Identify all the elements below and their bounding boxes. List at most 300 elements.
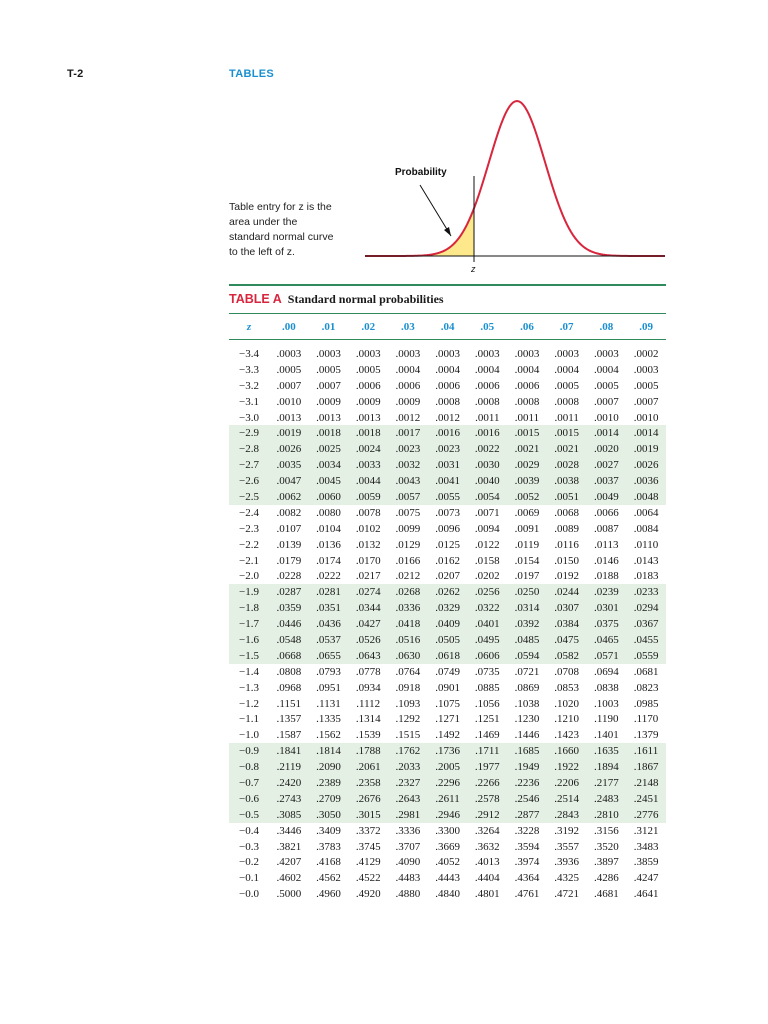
z-value-cell: −2.4 [239, 506, 259, 519]
probability-cell: .0262 [428, 584, 468, 600]
probability-cell: .4801 [474, 888, 500, 901]
probability-cell: .4364 [514, 872, 540, 885]
probability-cell: .0047 [269, 473, 309, 489]
probability-cell: .0212 [395, 570, 421, 583]
probability-cell: .2676 [348, 791, 388, 807]
table-row [229, 457, 666, 473]
probability-cell: .0019 [626, 441, 666, 457]
probability-cell: .0256 [467, 584, 507, 600]
caption-line: area under the [229, 216, 298, 228]
probability-cell: .5000 [276, 888, 302, 901]
probability-cell: .1788 [348, 743, 388, 759]
probability-cell: .4129 [355, 856, 381, 869]
probability-cell: .2483 [587, 791, 627, 807]
probability-cell: .3228 [514, 824, 540, 837]
probability-cell: .0019 [269, 425, 309, 441]
probability-cell: .2451 [626, 791, 666, 807]
probability-cell: .3669 [435, 840, 460, 853]
z-value-cell: −0.9 [229, 743, 269, 759]
probability-cell: .0003 [474, 347, 500, 360]
probability-cell: .0005 [593, 379, 619, 392]
probability-cell: .0008 [474, 395, 500, 408]
probability-cell: .1635 [587, 743, 627, 759]
z-value-cell: −2.5 [229, 489, 269, 505]
probability-cell: .3821 [276, 840, 302, 853]
figure-caption [229, 200, 359, 260]
probability-cell: .4920 [355, 888, 381, 901]
table-row [229, 711, 666, 727]
probability-cell: .0764 [395, 665, 421, 678]
table-row [229, 664, 666, 680]
table-row [229, 553, 666, 569]
probability-cell: .2236 [507, 775, 547, 791]
z-value-cell: −3.2 [239, 379, 259, 392]
probability-cell: .0951 [316, 681, 341, 694]
probability-cell: .0838 [593, 681, 619, 694]
probability-cell: .0344 [348, 600, 388, 616]
probability-cell: .4247 [633, 872, 659, 885]
probability-cell: .0170 [355, 554, 381, 567]
probability-cell: .0003 [395, 347, 421, 360]
probability-cell: .0003 [276, 347, 302, 360]
probability-cell: .1587 [276, 729, 302, 742]
z-value-cell: −0.0 [239, 888, 259, 901]
probability-cell: .0139 [276, 538, 302, 551]
probability-cell: .0005 [276, 363, 302, 376]
probability-cell: .1611 [626, 743, 666, 759]
probability-cell: .0041 [428, 473, 468, 489]
probability-cell: .3409 [316, 824, 341, 837]
table-row [229, 807, 666, 823]
table-title [229, 290, 444, 308]
probability-cell: .0618 [428, 648, 468, 664]
probability-cell: .1271 [435, 713, 460, 726]
probability-cell: .3483 [633, 840, 659, 853]
probability-cell: .0071 [474, 506, 500, 519]
z-label: z [471, 264, 476, 272]
probability-cell: .2061 [348, 759, 388, 775]
z-value-cell: −2.8 [229, 441, 269, 457]
probability-cell: .4681 [593, 888, 619, 901]
z-value-cell: −1.8 [229, 600, 269, 616]
probability-cell: .0166 [395, 554, 421, 567]
probability-cell: .0031 [428, 457, 468, 473]
probability-cell: .1492 [435, 729, 460, 742]
table-row [229, 489, 666, 505]
probability-cell: .0033 [348, 457, 388, 473]
probability-cell: .0793 [316, 665, 341, 678]
table-row [229, 568, 666, 584]
probability-cell: .4052 [435, 856, 460, 869]
probability-cell: .0009 [316, 395, 341, 408]
probability-cell: .0004 [435, 363, 460, 376]
z-value-cell: −1.0 [239, 729, 259, 742]
probability-cell: .0268 [388, 584, 428, 600]
z-value-cell: −2.1 [239, 554, 259, 567]
probability-cell: .0571 [587, 648, 627, 664]
probability-cell: .0013 [276, 411, 302, 424]
probability-cell: .0968 [276, 681, 302, 694]
probability-cell: .0885 [474, 681, 500, 694]
probability-cell: .1112 [356, 697, 381, 710]
probability-cell: .0274 [348, 584, 388, 600]
probability-cell: .0287 [269, 584, 309, 600]
probability-cell: .4325 [554, 872, 580, 885]
z-value-cell: −0.4 [239, 824, 259, 837]
z-value-cell: −2.6 [229, 473, 269, 489]
probability-cell: .0003 [355, 347, 381, 360]
probability-cell: .1131 [316, 697, 341, 710]
probability-cell: .0174 [316, 554, 341, 567]
probability-cell: .0150 [554, 554, 580, 567]
probability-cell: .0869 [514, 681, 540, 694]
probability-cell: .0018 [309, 425, 349, 441]
probability-cell: .0029 [507, 457, 547, 473]
table-row [229, 441, 666, 457]
probability-cell: .2643 [388, 791, 428, 807]
probability-cell: .2912 [467, 807, 507, 823]
z-value-cell: −3.0 [239, 411, 259, 424]
probability-cell: .0084 [633, 522, 659, 535]
probability-cell: .0007 [316, 379, 341, 392]
probability-cell: .0228 [276, 570, 302, 583]
probability-cell: .3859 [633, 856, 659, 869]
table-name: Standard normal probabilities [287, 292, 444, 306]
probability-cell: .2358 [348, 775, 388, 791]
probability-cell: .2709 [309, 791, 349, 807]
probability-cell: .0401 [467, 616, 507, 632]
probability-cell: .0091 [514, 522, 540, 535]
probability-cell: .3974 [514, 856, 540, 869]
probability-cell: .3745 [355, 840, 381, 853]
probability-cell: .0735 [474, 665, 500, 678]
probability-cell: .0006 [435, 379, 460, 392]
probability-cell: .0116 [554, 538, 579, 551]
probability-cell: .4562 [316, 872, 341, 885]
probability-cell: .0005 [355, 363, 381, 376]
probability-cell: .0630 [388, 648, 428, 664]
probability-cell: .1660 [547, 743, 587, 759]
probability-cell: .0006 [355, 379, 381, 392]
probability-cell: .1251 [474, 713, 500, 726]
probability-cell: .2296 [428, 775, 468, 791]
probability-cell: .0018 [348, 425, 388, 441]
table-row [229, 394, 666, 410]
table-row [229, 537, 666, 553]
probability-cell: .0003 [514, 347, 540, 360]
probability-cell: .0446 [269, 616, 309, 632]
probability-cell: .0455 [626, 632, 666, 648]
z-value-cell: −1.2 [239, 697, 259, 710]
probability-cell: .0094 [474, 522, 500, 535]
probability-cell: .3121 [633, 824, 659, 837]
probability-cell: .2327 [388, 775, 428, 791]
probability-cell: .0009 [355, 395, 381, 408]
probability-cell: .0003 [316, 347, 341, 360]
probability-cell: .1469 [474, 729, 500, 742]
probability-cell: .0073 [435, 506, 460, 519]
page-number: T-2 [67, 68, 84, 80]
probability-cell: .0823 [633, 681, 659, 694]
z-value-cell: −2.3 [239, 522, 259, 535]
probability-cell: .0409 [428, 616, 468, 632]
probability-cell: .4761 [514, 888, 540, 901]
probability-cell: .0010 [593, 411, 619, 424]
probability-cell: .0040 [467, 473, 507, 489]
probability-cell: .0003 [554, 347, 580, 360]
probability-cell: .0096 [435, 522, 460, 535]
z-table [229, 313, 666, 902]
probability-cell: .0008 [514, 395, 540, 408]
probability-cell: .0013 [355, 411, 381, 424]
table-row [229, 775, 666, 791]
probability-cell: .0132 [355, 538, 381, 551]
probability-cell: .0021 [547, 441, 587, 457]
probability-cell: .0375 [587, 616, 627, 632]
column-header: .03 [388, 314, 428, 340]
probability-cell: .0202 [474, 570, 500, 583]
probability-cell: .2033 [388, 759, 428, 775]
probability-cell: .0681 [633, 665, 659, 678]
probability-cell: .1190 [594, 713, 619, 726]
probability-cell: .0004 [395, 363, 421, 376]
probability-cell: .0643 [348, 648, 388, 664]
probability-cell: .0351 [309, 600, 349, 616]
probability-cell: .0003 [593, 347, 619, 360]
probability-cell: .0119 [514, 538, 540, 551]
table-row [229, 648, 666, 664]
probability-cell: .0005 [633, 379, 659, 392]
probability-cell: .1230 [514, 713, 540, 726]
probability-cell: .3557 [554, 840, 580, 853]
probability-cell: .2266 [467, 775, 507, 791]
z-value-cell: −0.7 [229, 775, 269, 791]
probability-cell: .2776 [626, 807, 666, 823]
probability-cell: .1075 [435, 697, 460, 710]
probability-cell: .3783 [316, 840, 341, 853]
probability-cell: .1922 [547, 759, 587, 775]
probability-cell: .0004 [554, 363, 580, 376]
probability-cell: .0015 [507, 425, 547, 441]
column-header: .05 [467, 314, 507, 340]
probability-cell: .0015 [547, 425, 587, 441]
probability-cell: .0934 [355, 681, 381, 694]
probability-cell: .0465 [587, 632, 627, 648]
section-title: TABLES [229, 68, 274, 80]
column-header: .04 [428, 314, 468, 340]
column-header-z: z [229, 314, 269, 340]
probability-cell: .1711 [467, 743, 507, 759]
probability-cell: .0222 [316, 570, 341, 583]
probability-cell: .0485 [507, 632, 547, 648]
probability-cell: .0014 [626, 425, 666, 441]
probability-cell: .0154 [514, 554, 540, 567]
probability-cell: .4443 [435, 872, 460, 885]
probability-cell: .0004 [514, 363, 540, 376]
probability-cell: .2946 [428, 807, 468, 823]
probability-cell: .0281 [309, 584, 349, 600]
probability-cell: .0808 [276, 665, 302, 678]
table-row [229, 616, 666, 632]
probability-cell: .0436 [309, 616, 349, 632]
probability-cell: .1379 [633, 729, 659, 742]
probability-cell: .0012 [395, 411, 421, 424]
probability-cell: .0057 [388, 489, 428, 505]
probability-cell: .3897 [593, 856, 619, 869]
probability-cell: .3707 [395, 840, 421, 853]
probability-cell: .0038 [547, 473, 587, 489]
probability-cell: .0655 [309, 648, 349, 664]
table-body [229, 340, 666, 903]
probability-cell: .0559 [626, 648, 666, 664]
probability-cell: .0023 [388, 441, 428, 457]
probability-cell: .1401 [593, 729, 619, 742]
probability-cell: .0007 [593, 395, 619, 408]
table-row [229, 584, 666, 600]
z-value-cell: −1.6 [229, 632, 269, 648]
z-value-cell: −1.3 [239, 681, 259, 694]
probability-cell: .0158 [474, 554, 500, 567]
table-row [229, 346, 666, 362]
table-row [229, 378, 666, 394]
probability-cell: .0102 [355, 522, 381, 535]
table-row [229, 696, 666, 712]
probability-cell: .0051 [547, 489, 587, 505]
column-header: .00 [269, 314, 309, 340]
table-row [229, 425, 666, 441]
z-value-cell: −1.5 [229, 648, 269, 664]
probability-cell: .3446 [276, 824, 302, 837]
pointer-arrowhead [444, 227, 451, 236]
probability-cell: .4404 [474, 872, 500, 885]
probability-cell: .4960 [316, 888, 341, 901]
probability-cell: .2177 [587, 775, 627, 791]
probability-cell: .0025 [309, 441, 349, 457]
probability-cell: .0002 [633, 347, 659, 360]
probability-cell: .0007 [633, 395, 659, 408]
probability-cell: .0006 [514, 379, 540, 392]
probability-cell: .3594 [514, 840, 540, 853]
probability-cell: .4602 [276, 872, 302, 885]
probability-cell: .1685 [507, 743, 547, 759]
probability-cell: .1841 [269, 743, 309, 759]
probability-cell: .0011 [475, 411, 500, 424]
probability-cell: .0010 [276, 395, 302, 408]
probability-cell: .0008 [435, 395, 460, 408]
probability-cell: .4286 [593, 872, 619, 885]
probability-cell: .0035 [269, 457, 309, 473]
probability-cell: .0011 [514, 411, 540, 424]
probability-cell: .0129 [395, 538, 421, 551]
probability-cell: .1736 [428, 743, 468, 759]
probability-cell: .0012 [435, 411, 460, 424]
probability-cell: .3264 [474, 824, 500, 837]
probability-cell: .0392 [507, 616, 547, 632]
probability-cell: .0694 [593, 665, 619, 678]
probability-cell: .3520 [593, 840, 619, 853]
probability-cell: .2420 [269, 775, 309, 791]
probability-cell: .0099 [395, 522, 421, 535]
probability-cell: .0162 [435, 554, 460, 567]
probability-cell: .0080 [316, 506, 341, 519]
probability-cell: .0516 [388, 632, 428, 648]
probability-cell: .0060 [309, 489, 349, 505]
probability-cell: .0125 [435, 538, 460, 551]
probability-cell: .4013 [474, 856, 500, 869]
normal-curve [365, 101, 665, 256]
probability-cell: .1314 [355, 713, 381, 726]
probability-cell: .0014 [587, 425, 627, 441]
probability-cell: .1977 [467, 759, 507, 775]
probability-cell: .0708 [554, 665, 580, 678]
caption-line: to the left of z. [229, 246, 295, 258]
probability-cell: .0036 [626, 473, 666, 489]
probability-cell: .0006 [395, 379, 421, 392]
probability-cell: .1335 [316, 713, 341, 726]
table-row [229, 632, 666, 648]
z-value-cell: −1.9 [229, 584, 269, 600]
probability-cell: .0427 [348, 616, 388, 632]
table-tag: TABLE A [229, 292, 282, 306]
probability-cell: .0082 [276, 506, 302, 519]
probability-cell: .0089 [554, 522, 580, 535]
column-header: .06 [507, 314, 547, 340]
column-header: .02 [348, 314, 388, 340]
probability-cell: .0207 [435, 570, 460, 583]
probability-cell: .0537 [309, 632, 349, 648]
table-row [229, 600, 666, 616]
probability-cell: .0087 [593, 522, 619, 535]
column-header: .09 [626, 314, 666, 340]
probability-cell: .0322 [467, 600, 507, 616]
probability-cell: .0026 [626, 457, 666, 473]
probability-cell: .0548 [269, 632, 309, 648]
caption-line: standard normal curve [229, 231, 334, 243]
probability-cell: .1357 [276, 713, 302, 726]
probability-cell: .0028 [547, 457, 587, 473]
probability-cell: .0110 [633, 538, 659, 551]
probability-cell: .0113 [594, 538, 619, 551]
probability-cell: .2981 [388, 807, 428, 823]
probability-cell: .0068 [554, 506, 580, 519]
probability-cell: .0239 [587, 584, 627, 600]
probability-cell: .0107 [276, 522, 302, 535]
probability-cell: .0030 [467, 457, 507, 473]
probability-cell: .2389 [309, 775, 349, 791]
probability-cell: .4090 [395, 856, 421, 869]
probability-cell: .0024 [348, 441, 388, 457]
probability-cell: .2005 [428, 759, 468, 775]
probability-cell: .0901 [435, 681, 460, 694]
probability-cell: .3632 [474, 840, 500, 853]
probability-cell: .4207 [276, 856, 302, 869]
probability-cell: .0009 [395, 395, 421, 408]
probability-cell: .0005 [316, 363, 341, 376]
probability-cell: .0059 [348, 489, 388, 505]
probability-cell: .0034 [309, 457, 349, 473]
probability-cell: .0192 [554, 570, 580, 583]
probability-cell: .0004 [593, 363, 619, 376]
table-row [229, 855, 666, 871]
probability-cell: .2810 [587, 807, 627, 823]
probability-cell: .0064 [633, 506, 659, 519]
probability-cell: .0749 [435, 665, 460, 678]
probability-cell: .0003 [633, 363, 659, 376]
probability-cell: .3336 [395, 824, 421, 837]
probability-cell: .1867 [626, 759, 666, 775]
z-value-cell: −2.2 [239, 538, 259, 551]
probability-cell: .0021 [507, 441, 547, 457]
